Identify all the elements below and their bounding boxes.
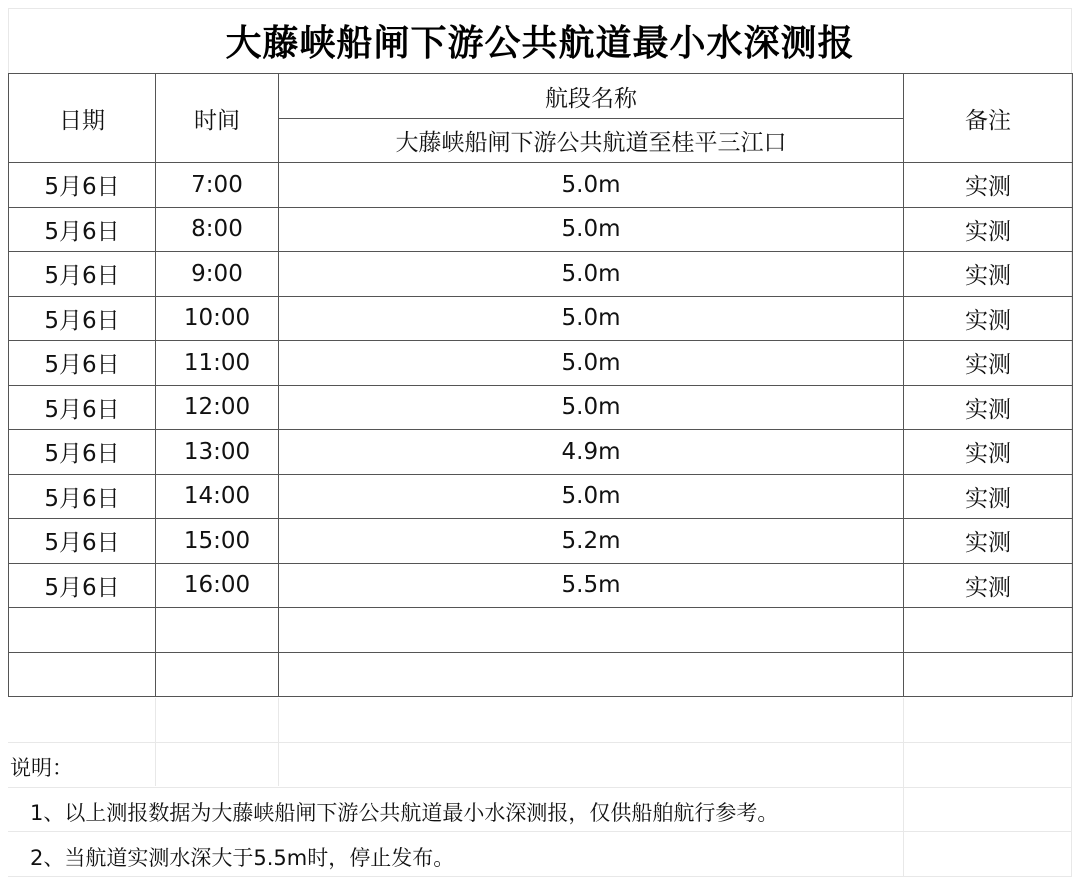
cell-date: 5月6日 [9, 163, 156, 208]
cell-date: 5月6日 [9, 341, 156, 386]
header-time: 时间 [156, 74, 279, 163]
cell-time: 15:00 [156, 519, 279, 564]
cell-depth: 5.0m [279, 252, 904, 297]
table-row [9, 652, 1073, 697]
sheet-gridline [903, 698, 904, 876]
table-row [9, 563, 1073, 608]
note-item: 1、以上测报数据为大藤峡船闸下游公共航道最小水深测报，仅供船舶航行参考。 [30, 801, 779, 825]
table-header-row [9, 74, 1073, 119]
cell-date [9, 652, 156, 697]
cell-depth: 5.0m [279, 385, 904, 430]
table-row [9, 207, 1073, 252]
cell-remark: 实测 [904, 163, 1073, 208]
cell-time: 13:00 [156, 430, 279, 475]
cell-date: 5月6日 [9, 430, 156, 475]
cell-time: 10:00 [156, 296, 279, 341]
table-row [9, 474, 1073, 519]
cell-date: 5月6日 [9, 385, 156, 430]
water-depth-table [8, 73, 1073, 697]
cell-depth: 5.0m [279, 207, 904, 252]
cell-date: 5月6日 [9, 252, 156, 297]
cell-remark: 实测 [904, 207, 1073, 252]
sheet-gridline [8, 742, 1072, 743]
page-title: 大藤峡船闸下游公共航道最小水深测报 [225, 22, 855, 64]
cell-date: 5月6日 [9, 474, 156, 519]
cell-time: 14:00 [156, 474, 279, 519]
cell-time: 9:00 [156, 252, 279, 297]
notes-heading: 说明： [10, 756, 73, 780]
cell-date: 5月6日 [9, 207, 156, 252]
cell-remark: 实测 [904, 341, 1073, 386]
cell-remark: 实测 [904, 385, 1073, 430]
header-segment-group: 航段名称 [279, 74, 904, 119]
note-item: 2、当航道实测水深大于5.5m时，停止发布。 [30, 846, 455, 870]
table-row [9, 296, 1073, 341]
cell-date: 5月6日 [9, 296, 156, 341]
cell-depth: 5.0m [279, 474, 904, 519]
cell-remark [904, 608, 1073, 653]
table-row [9, 385, 1073, 430]
sheet-gridline [8, 831, 1072, 832]
cell-time: 16:00 [156, 563, 279, 608]
cell-time: 12:00 [156, 385, 279, 430]
table-row [9, 519, 1073, 564]
cell-time [156, 608, 279, 653]
cell-time [156, 652, 279, 697]
cell-date: 5月6日 [9, 563, 156, 608]
cell-remark: 实测 [904, 430, 1073, 475]
cell-depth: 5.0m [279, 163, 904, 208]
cell-remark: 实测 [904, 474, 1073, 519]
sheet-gridline [155, 698, 156, 786]
cell-remark [904, 652, 1073, 697]
cell-depth: 5.0m [279, 296, 904, 341]
cell-depth [279, 652, 904, 697]
cell-remark: 实测 [904, 296, 1073, 341]
header-segment: 大藤峡船闸下游公共航道至桂平三江口 [279, 119, 904, 163]
cell-date: 5月6日 [9, 519, 156, 564]
cell-depth: 5.5m [279, 563, 904, 608]
cell-date [9, 608, 156, 653]
cell-remark: 实测 [904, 252, 1073, 297]
sheet-gridline [8, 787, 1072, 788]
table-row [9, 252, 1073, 297]
cell-time: 8:00 [156, 207, 279, 252]
cell-depth [279, 608, 904, 653]
cell-remark: 实测 [904, 563, 1073, 608]
table-row [9, 163, 1073, 208]
table-row [9, 430, 1073, 475]
cell-time: 7:00 [156, 163, 279, 208]
cell-depth: 5.0m [279, 341, 904, 386]
sheet-gridline [278, 698, 279, 786]
table-row [9, 608, 1073, 653]
cell-depth: 5.2m [279, 519, 904, 564]
table-row [9, 341, 1073, 386]
cell-depth: 4.9m [279, 430, 904, 475]
header-remark: 备注 [904, 74, 1073, 163]
sheet-gridline [8, 876, 1072, 877]
header-date: 日期 [9, 74, 156, 163]
cell-time: 11:00 [156, 341, 279, 386]
cell-remark: 实测 [904, 519, 1073, 564]
